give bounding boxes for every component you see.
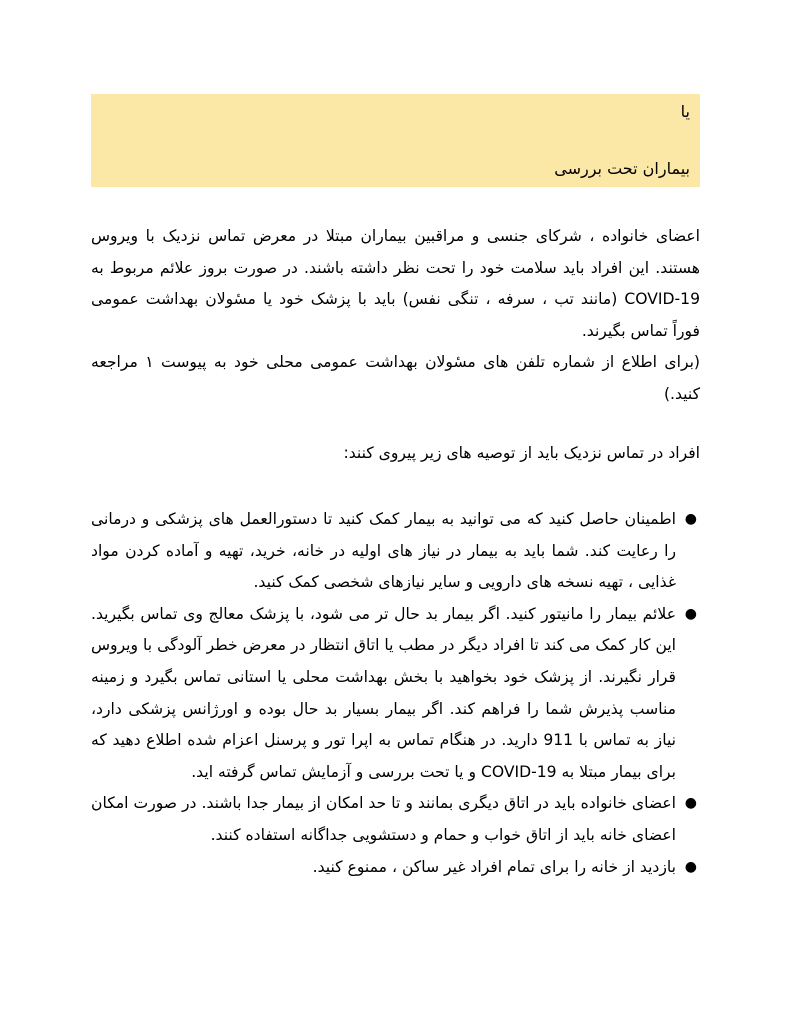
list-item-text: اعضای خانواده باید در اتاق دیگری بمانند و تا حد امکان از بیمار جدا باشند. در صورت امکان اعضای خانه باید از اتاق خواب و حمام و دستشویی جداگانه استفاده کنند. (91, 794, 676, 844)
bullet-icon: ● (684, 511, 697, 527)
recommendations-lead: افراد در تماس نزدیک باید از توصیه های زیر پیروی کنند: (343, 444, 700, 462)
intro-note: (برای اطلاع از شماره تلفن های مسٔولان بهداشت عمومی محلی خود به پیوست ۱ مراجعه کنید.) (91, 353, 700, 403)
list-item-text: اطمینان حاصل کنید که می توانید به بیمار کمک کنید تا دستورالعمل های پزشکی و درمانی را رعایت کند. شما باید به بیمار در نیاز های اولیه در خانه، خرید، تهیه و آماده کردن مواد غذایی ، تهیه نسخه های دارویی و سایر نیازهای شخصی کمک کنید. (91, 510, 676, 592)
list-item (91, 504, 700, 599)
header-line-1: یا (680, 102, 690, 121)
bullet-icon: ● (684, 858, 697, 875)
intro-paragraph: اعضای خانواده ، شرکای جنسی و مراقبین بیماران مبتلا در معرض تماس نزدیک با ویروس هستند. این افراد باید سلامت خود را تحت نظر داشته باشند. در صورت بروز علائم مربوط به COVID-19 (مانند تب ، سرفه ، تنگی نفس) باید با پزشک خود یا مسٔولان بهداشت عمومی فوراً تماس بگیرند. (91, 227, 700, 340)
bullet-icon: ● (684, 795, 697, 812)
header-title: بیماران تحت بررسی (554, 159, 690, 178)
list-item-text: علائم بیمار را مانیتور کنید. اگر بیمار بد حال تر می شود، با پزشک معالج وی تماس بگیرید. این کار کمک می کند تا افراد دیگر در مطب یا اتاق انتظار در معرض خطر آلودگی با ویروس قرار نگیرند. از پزشک خود بخواهید با بخش بهداشت محلی یا استانی تماس بگیرد و زمینه مناسب پذیرش شما را فراهم کند. اگر بیمار بسیار بد حال بوده و اورژانس پزشکی دارد، نیاز به تماس با 911 دارید. در هنگام تماس به اپرا تور و پرسنل اعزام شده اطلاع دهید که برای بیمار مبتلا به COVID-19 و یا تحت بررسی و آزمایش تماس گرفته اید. (91, 604, 676, 781)
list-item (91, 852, 700, 884)
intro-section (91, 221, 700, 410)
list-item-text: بازدید از خانه را برای تمام افراد غیر ساکن ، ممنوع کنید. (312, 857, 676, 876)
list-item (91, 788, 700, 851)
header-band (91, 94, 700, 187)
bullet-icon: ● (684, 605, 697, 622)
recommendations-list (91, 504, 700, 883)
list-item (91, 599, 700, 789)
